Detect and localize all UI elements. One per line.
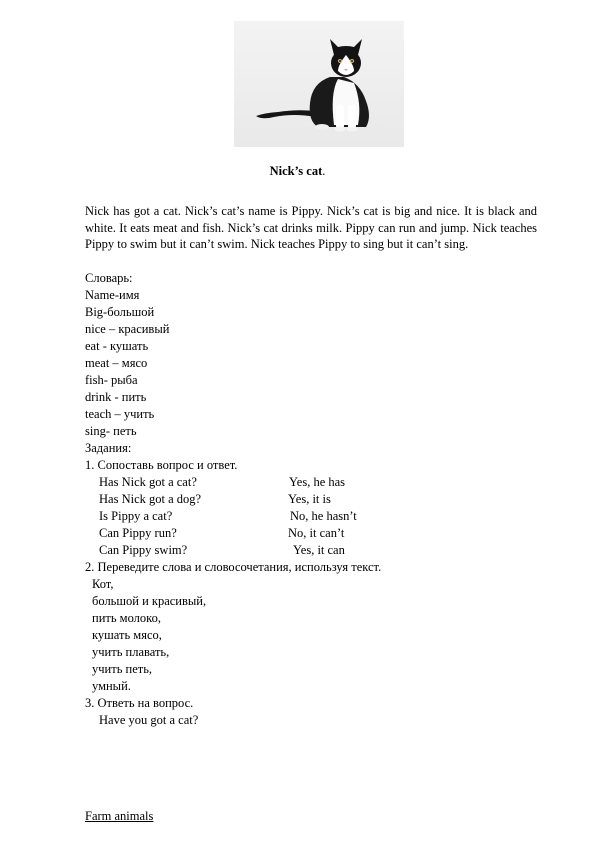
task2-item: Кот, <box>92 577 114 591</box>
vocab-item: meat – мясо <box>85 356 148 370</box>
tasks-heading: Задания: <box>85 441 132 455</box>
vocab-heading: Словарь: <box>85 271 133 285</box>
cat-illustration <box>234 21 404 147</box>
task1-answer: Yes, it is <box>288 492 331 506</box>
task1-answer: Yes, it can <box>293 543 345 557</box>
vocab-item: drink - пить <box>85 390 147 404</box>
vocab-item: nice – красивый <box>85 322 170 336</box>
task2-item: учить плавать, <box>92 645 170 659</box>
page-title: Nick’s cat. <box>269 164 326 178</box>
task1-label: 1. Сопоставь вопрос и ответ. <box>85 458 238 472</box>
task2-item: большой и красивый, <box>92 594 207 608</box>
task1-answer: Yes, he has <box>289 475 346 489</box>
task2-item: учить петь, <box>92 662 153 676</box>
vocab-item: Big-большой <box>85 305 155 319</box>
task1-question: Can Pippy run? <box>99 526 177 540</box>
footer-heading: Farm animals <box>85 809 154 823</box>
task2-item: кушать мясо, <box>92 628 162 642</box>
vocab-item: Name-имя <box>85 288 140 302</box>
task1-question: Is Pippy a cat? <box>99 509 173 523</box>
cat-photo <box>234 21 404 147</box>
vocab-item: sing- петь <box>85 424 137 438</box>
task2-item: умный. <box>92 679 131 693</box>
task3-question: Have you got a cat? <box>99 713 199 727</box>
task2-item: пить молоко, <box>92 611 161 625</box>
vocab-item: eat - кушать <box>85 339 149 353</box>
vocab-item: teach – учить <box>85 407 155 421</box>
task2-label: 2. Переведите слова и словосочетания, используя текст. <box>85 560 382 574</box>
task1-answer: No, it can’t <box>288 526 345 540</box>
task1-answer: No, he hasn’t <box>290 509 357 523</box>
task1-question: Can Pippy swim? <box>99 543 188 557</box>
task1-question: Has Nick got a cat? <box>99 475 197 489</box>
vocab-item: fish- рыба <box>85 373 138 387</box>
task1-question: Has Nick got a dog? <box>99 492 202 506</box>
story-paragraph: Nick has got a cat. Nick’s cat’s name is Pippy. Nick’s cat is big and nice. It is black and white. It eats meat and fish. Nick’s cat drinks milk. Pippy can run and jump. Nick teaches Pippy to swim but it can’t swim. Nick teaches Pippy to sing but it can’t sing. <box>85 204 537 252</box>
task3-label: 3. Ответь на вопрос. <box>85 696 194 710</box>
